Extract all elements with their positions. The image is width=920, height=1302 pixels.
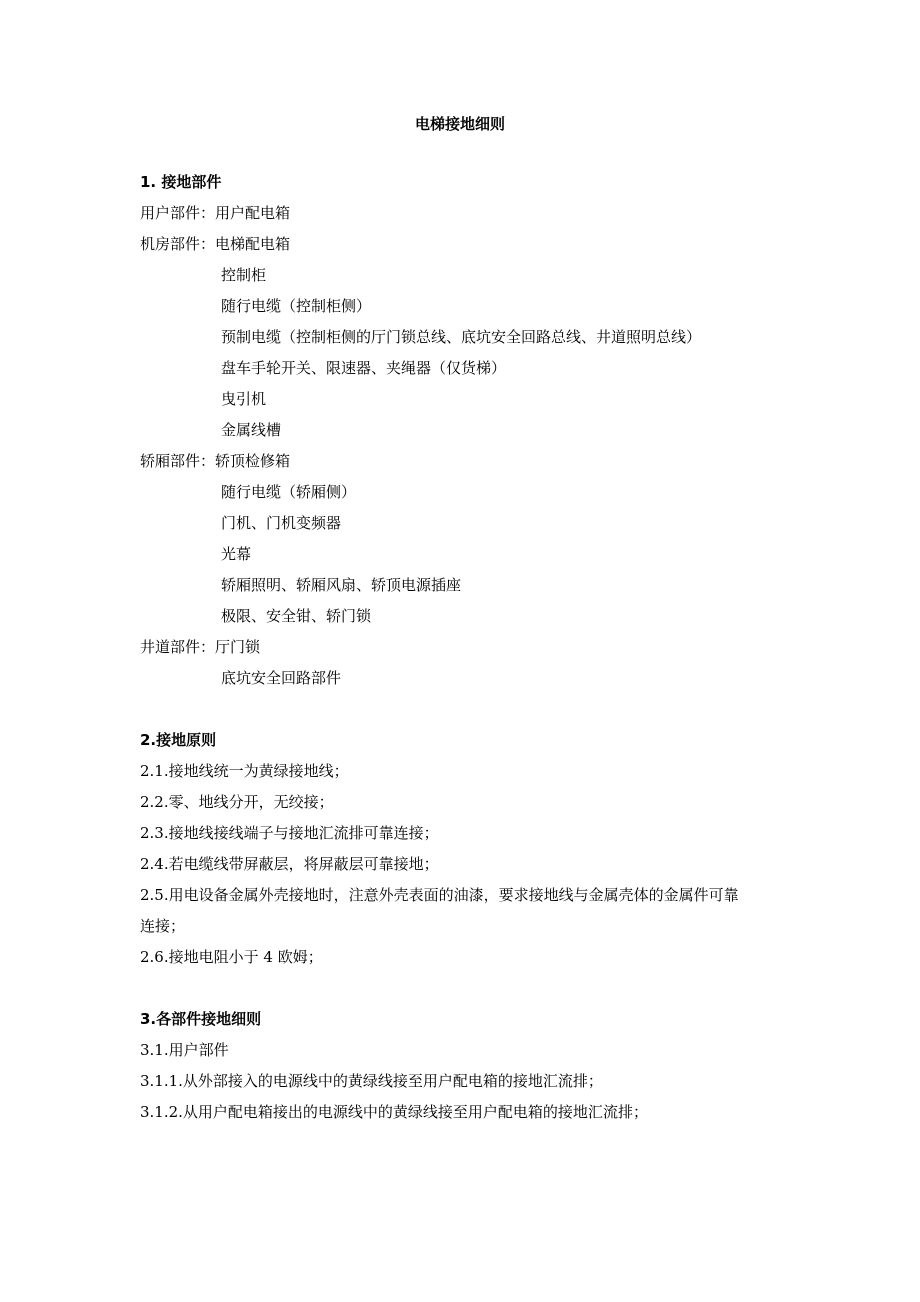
detail-item: 3.1.2.从用户配电箱接出的电源线中的黄绿线接至用户配电箱的接地汇流排； — [140, 1103, 648, 1121]
section-1-heading: 1. 接地部件 — [140, 173, 222, 191]
principle-item: 2.6.接地电阻小于 4 欧姆； — [140, 948, 323, 966]
shaft-parts-line: 井道部件：厅门锁 — [140, 638, 261, 656]
principle-item-continuation: 连接； — [140, 917, 186, 935]
machine-room-item: 盘车手轮开关、限速器、夹绳器（仅货梯） — [221, 359, 507, 377]
machine-room-item: 金属线槽 — [221, 421, 282, 439]
section-2-heading: 2.接地原则 — [140, 731, 217, 749]
principle-item: 2.4.若电缆线带屏蔽层，将屏蔽层可靠接地； — [140, 855, 439, 873]
principle-item: 2.1.接地线统一为黄绿接地线； — [140, 762, 349, 780]
detail-item: 3.1.用户部件 — [140, 1041, 229, 1059]
user-parts-line: 用户部件：用户配电箱 — [140, 204, 291, 222]
car-item: 极限、安全钳、轿门锁 — [221, 607, 372, 625]
car-item: 随行电缆（轿厢侧） — [221, 483, 357, 501]
machine-room-parts-line: 机房部件：电梯配电箱 — [140, 235, 291, 253]
principle-item: 2.3.接地线接线端子与接地汇流排可靠连接； — [140, 824, 439, 842]
shaft-item: 底坑安全回路部件 — [221, 669, 342, 687]
section-spacer — [140, 694, 790, 725]
machine-room-item: 控制柜 — [221, 266, 267, 284]
car-item: 光幕 — [221, 545, 252, 563]
principle-item: 2.5.用电设备金属外壳接地时，注意外壳表面的油漆，要求接地线与金属壳体的金属件可靠 — [140, 886, 739, 904]
car-item: 轿厢照明、轿厢风扇、轿顶电源插座 — [221, 576, 462, 594]
car-parts-line: 轿厢部件：轿顶检修箱 — [140, 452, 291, 470]
principle-item: 2.2.零、地线分开，无绞接； — [140, 793, 334, 811]
section-3-heading: 3.各部件接地细则 — [140, 1010, 262, 1028]
document-title: 电梯接地细则 — [414, 115, 505, 133]
machine-room-item: 随行电缆（控制柜侧） — [221, 297, 372, 315]
document-body — [140, 167, 790, 1128]
car-item: 门机、门机变频器 — [221, 514, 342, 532]
section-spacer — [140, 973, 790, 1004]
machine-room-item: 曳引机 — [221, 390, 267, 408]
detail-item: 3.1.1.从外部接入的电源线中的黄绿线接至用户配电箱的接地汇流排； — [140, 1072, 603, 1090]
machine-room-item: 预制电缆（控制柜侧的厅门锁总线、底坑安全回路总线、井道照明总线） — [221, 328, 702, 346]
